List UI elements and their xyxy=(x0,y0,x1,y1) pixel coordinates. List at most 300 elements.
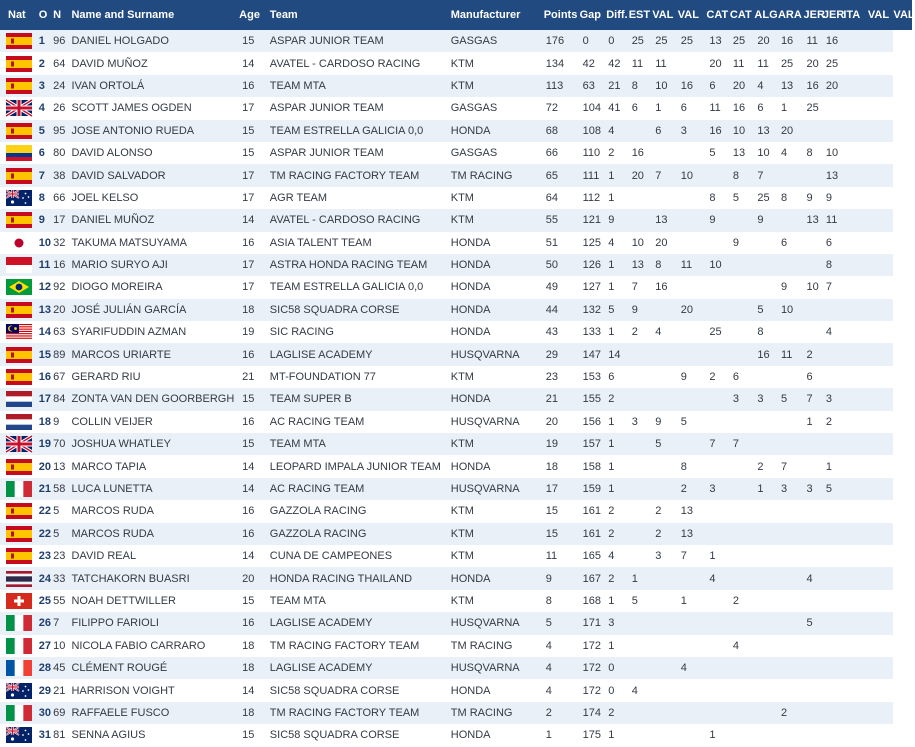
gap-cell: 172 xyxy=(582,684,601,697)
diff-cell: 0 xyxy=(608,684,615,697)
round-jer-2-points xyxy=(823,343,843,365)
round-cat-1-points xyxy=(706,500,730,522)
round-cat-2-points xyxy=(730,567,755,589)
round-ita-points xyxy=(843,366,868,388)
round-val-3-points xyxy=(868,366,894,388)
spain-flag-icon xyxy=(6,168,32,184)
round-jer-2-points: 2 xyxy=(825,415,833,428)
age-cell: 16 xyxy=(242,415,255,428)
table-row[interactable] xyxy=(0,702,912,724)
nationality-cell xyxy=(0,545,35,567)
round-cat-2-points xyxy=(730,523,755,545)
rider-name-cell: LUCA LUNETTA xyxy=(71,483,153,495)
round-alg-points: 1 xyxy=(757,483,764,495)
round-ara-points: 4 xyxy=(780,147,788,160)
diff-cell: 1 xyxy=(608,326,615,339)
rider-name-cell: DANIEL HOLGADO xyxy=(71,35,169,48)
age-cell: 17 xyxy=(242,281,255,294)
points-cell: 29 xyxy=(545,348,558,361)
col-ita[interactable]: ITA xyxy=(843,9,861,21)
rider-number-cell: 32 xyxy=(53,236,66,249)
manufacturer-cell: HONDA xyxy=(450,729,491,742)
diff-cell: 1 xyxy=(608,438,615,451)
round-ita-points xyxy=(843,635,868,657)
rider-number-cell: 58 xyxy=(53,483,66,495)
col-number[interactable]: N xyxy=(53,9,62,21)
round-val-3-points xyxy=(868,567,894,589)
round-cat-1-points: 13 xyxy=(709,35,722,48)
round-cat-2-points xyxy=(730,545,755,567)
round-val-2-points xyxy=(678,343,707,365)
table-row[interactable] xyxy=(0,75,912,97)
round-val-2-points xyxy=(678,232,707,254)
diff-cell: 1 xyxy=(608,415,615,428)
diff-cell: 1 xyxy=(608,639,615,652)
round-ara-points xyxy=(778,433,804,455)
col-team[interactable]: Team xyxy=(269,9,298,21)
manufacturer-cell: HONDA xyxy=(450,684,491,697)
round-val-3-points xyxy=(868,142,894,164)
round-val-3-points xyxy=(868,657,894,679)
round-val-1-points xyxy=(652,679,678,701)
table-row[interactable] xyxy=(0,164,912,186)
manufacturer-cell: HUSQVARNA xyxy=(450,483,520,495)
round-val-2-points: 2 xyxy=(680,483,687,495)
age-cell: 17 xyxy=(242,169,255,182)
nationality-cell xyxy=(0,567,35,589)
position-cell: 28 xyxy=(38,662,51,675)
rider-number-cell: 64 xyxy=(53,57,66,70)
gap-cell: 153 xyxy=(582,371,601,384)
rider-number-cell: 38 xyxy=(53,169,66,182)
team-cell: AVATEL - CARDOSO RACING xyxy=(269,214,421,227)
col-name[interactable]: Name and Surname xyxy=(71,9,175,21)
round-alg-points: 6 xyxy=(757,102,764,115)
manufacturer-cell: HUSQVARNA xyxy=(450,415,520,428)
round-val-2-points: 8 xyxy=(680,460,687,473)
table-row[interactable] xyxy=(0,545,912,567)
table-row[interactable] xyxy=(0,254,912,276)
round-jer-2-points xyxy=(823,702,843,724)
table-row[interactable] xyxy=(0,52,912,74)
manufacturer-cell: HONDA xyxy=(450,572,491,585)
round-jer-1-points xyxy=(803,299,822,321)
diff-cell: 1 xyxy=(608,483,615,495)
team-cell: ASIA TALENT TEAM xyxy=(269,236,372,249)
nationality-cell xyxy=(0,388,35,410)
manufacturer-cell: HONDA xyxy=(450,124,491,137)
rider-number-cell: 96 xyxy=(53,35,66,48)
round-alg-points: 13 xyxy=(757,124,770,137)
round-val-3-points xyxy=(868,52,894,74)
nationality-cell xyxy=(0,612,35,634)
round-val-3-points xyxy=(868,635,894,657)
col-diff[interactable]: Diff. xyxy=(606,9,628,21)
nationality-cell xyxy=(0,299,35,321)
round-est-points xyxy=(629,388,653,410)
round-alg-points xyxy=(754,411,778,433)
col-gap[interactable]: Gap xyxy=(579,9,602,21)
round-cat-2-points: 3 xyxy=(732,393,740,406)
round-alg-points xyxy=(754,635,778,657)
rider-name-cell: MARCO TAPIA xyxy=(71,460,147,473)
round-cat-2-points: 13 xyxy=(732,147,746,160)
round-cat-1-points: 2 xyxy=(709,371,716,384)
points-cell: 44 xyxy=(545,303,558,316)
points-cell: 113 xyxy=(545,79,564,92)
spain-flag-icon xyxy=(6,503,32,519)
round-jer-2-points: 7 xyxy=(825,281,833,294)
points-cell: 20 xyxy=(545,415,558,428)
table-row[interactable] xyxy=(0,30,912,52)
position-cell: 22 xyxy=(38,527,51,540)
table-row[interactable] xyxy=(0,411,912,433)
rider-number-cell: 84 xyxy=(53,393,66,406)
points-cell: 17 xyxy=(545,483,558,495)
round-cat-2-points xyxy=(730,276,755,298)
round-cat-2-points: 10 xyxy=(732,124,746,137)
table-row[interactable] xyxy=(0,567,912,589)
col-val-3[interactable]: VAL xyxy=(867,9,890,21)
nationality-cell xyxy=(0,523,35,545)
round-est-points: 11 xyxy=(631,57,644,70)
round-val-1-points xyxy=(652,657,678,679)
round-val-1-points: 2 xyxy=(655,505,662,518)
table-row[interactable] xyxy=(0,635,912,657)
round-val-2-points: 13 xyxy=(680,505,693,518)
nationality-cell xyxy=(0,276,35,298)
team-cell: ASPAR JUNIOR TEAM xyxy=(269,35,384,48)
round-ara-points xyxy=(778,545,804,567)
manufacturer-cell: KTM xyxy=(450,79,474,92)
age-cell: 15 xyxy=(242,124,255,137)
team-cell: TM RACING FACTORY TEAM xyxy=(269,169,420,182)
indonesia-flag-icon xyxy=(6,257,32,273)
round-alg-points: 4 xyxy=(757,79,764,92)
round-ara-points xyxy=(778,209,804,231)
table-row[interactable] xyxy=(0,724,912,746)
round-cat-2-points xyxy=(730,299,755,321)
round-val-2-points xyxy=(678,635,707,657)
round-ara-points xyxy=(778,724,804,746)
table-row[interactable] xyxy=(0,433,912,455)
col-est[interactable]: EST xyxy=(628,9,651,21)
team-cell: SIC RACING xyxy=(269,326,334,339)
diff-cell: 2 xyxy=(608,527,615,540)
round-cat-2-points xyxy=(730,702,755,724)
round-est-points xyxy=(629,702,653,724)
round-jer-1-points: 20 xyxy=(806,57,819,70)
table-row[interactable] xyxy=(0,142,912,164)
position-cell: 5 xyxy=(38,124,45,137)
round-jer-2-points: 3 xyxy=(825,393,833,406)
gap-cell: 172 xyxy=(582,639,601,652)
team-cell: MT-FOUNDATION 77 xyxy=(269,371,376,384)
position-cell: 13 xyxy=(38,303,51,316)
round-cat-1-points: 11 xyxy=(709,102,721,115)
round-val-2-points: 10 xyxy=(680,169,693,182)
gap-cell: 126 xyxy=(582,259,601,272)
points-cell: 51 xyxy=(545,236,558,249)
table-row[interactable] xyxy=(0,478,912,500)
round-cat-2-points: 6 xyxy=(732,371,740,384)
spain-flag-icon xyxy=(6,33,32,49)
round-ita-points xyxy=(843,254,868,276)
nationality-cell xyxy=(0,702,35,724)
round-alg-points xyxy=(754,545,778,567)
age-cell: 14 xyxy=(242,684,255,697)
round-ara-points xyxy=(778,612,804,634)
age-cell: 15 xyxy=(242,147,255,160)
diff-cell: 2 xyxy=(608,572,615,585)
italy-flag-icon xyxy=(6,615,32,631)
nationality-cell xyxy=(0,635,35,657)
rider-number-cell: 26 xyxy=(53,102,66,115)
round-cat-2-points xyxy=(730,411,755,433)
team-cell: CUNA DE CAMPEONES xyxy=(269,550,393,563)
manufacturer-cell: KTM xyxy=(450,57,474,70)
diff-cell: 41 xyxy=(608,102,621,115)
points-cell: 11 xyxy=(545,550,558,563)
round-jer-2-points xyxy=(823,97,843,119)
round-jer-1-points xyxy=(803,702,822,724)
round-cat-1-points: 20 xyxy=(709,57,722,70)
age-cell: 16 xyxy=(242,505,255,518)
points-cell: 18 xyxy=(545,460,558,473)
round-ara-points: 6 xyxy=(780,236,788,249)
col-ara[interactable]: ARA xyxy=(777,9,802,21)
rider-number-cell: 45 xyxy=(53,662,66,675)
round-jer-2-points: 6 xyxy=(825,236,833,249)
round-ita-points xyxy=(843,567,868,589)
table-row[interactable] xyxy=(0,590,912,612)
round-val-3-points xyxy=(868,433,894,455)
round-val-1-points: 11 xyxy=(655,57,667,70)
round-val-3-points xyxy=(868,388,894,410)
nationality-cell xyxy=(0,679,35,701)
table-row[interactable] xyxy=(0,366,912,388)
round-jer-2-points xyxy=(823,545,843,567)
col-jer-2[interactable]: JER xyxy=(822,9,845,21)
table-row[interactable] xyxy=(0,299,912,321)
spain-flag-icon xyxy=(6,78,32,94)
team-cell: SIC58 SQUADRA CORSE xyxy=(269,729,400,742)
gap-cell: 159 xyxy=(582,483,601,495)
diff-cell: 4 xyxy=(608,124,615,137)
points-cell: 65 xyxy=(545,169,558,182)
position-cell: 10 xyxy=(38,236,51,249)
team-cell: ASPAR JUNIOR TEAM xyxy=(269,102,384,115)
col-age[interactable]: Age xyxy=(239,9,260,21)
round-ara-points xyxy=(778,164,804,186)
round-alg-points: 3 xyxy=(757,393,764,406)
table-row[interactable] xyxy=(0,523,912,545)
rider-number-cell: 92 xyxy=(53,281,66,294)
position-cell: 17 xyxy=(38,393,51,406)
round-val-1-points xyxy=(652,142,678,164)
round-val-2-points: 1 xyxy=(680,594,687,607)
table-row[interactable] xyxy=(0,343,912,365)
manufacturer-cell: KTM xyxy=(450,438,474,451)
round-val-3-points xyxy=(868,120,894,142)
nationality-cell xyxy=(0,366,35,388)
round-val-3-points xyxy=(868,343,894,365)
table-row[interactable] xyxy=(0,612,912,634)
round-val-1-points: 9 xyxy=(655,415,662,428)
round-ita-points xyxy=(843,142,868,164)
points-cell: 15 xyxy=(545,527,558,540)
points-cell: 5 xyxy=(545,617,552,630)
table-row[interactable] xyxy=(0,388,912,410)
col-position[interactable]: O xyxy=(38,9,48,21)
round-ara-points xyxy=(778,321,804,343)
round-ita-points xyxy=(843,187,868,209)
points-cell: 50 xyxy=(545,259,558,272)
round-est-points: 9 xyxy=(631,303,638,316)
table-row[interactable] xyxy=(0,120,912,142)
table-row[interactable] xyxy=(0,679,912,701)
rider-number-cell: 16 xyxy=(53,259,66,272)
round-cat-1-points xyxy=(706,343,730,365)
position-cell: 24 xyxy=(38,572,51,585)
round-ita-points xyxy=(843,30,868,52)
round-cat-1-points xyxy=(706,411,730,433)
manufacturer-cell: HONDA xyxy=(450,281,491,294)
round-val-1-points: 20 xyxy=(655,236,668,249)
rider-number-cell: 10 xyxy=(53,639,66,652)
age-cell: 16 xyxy=(242,79,255,92)
round-alg-points xyxy=(754,500,778,522)
uk-flag-icon xyxy=(6,100,32,116)
round-ara-points xyxy=(778,657,804,679)
col-cat-2[interactable]: CAT xyxy=(729,9,752,21)
round-ara-points: 1 xyxy=(780,102,788,115)
gap-cell: 42 xyxy=(582,57,595,70)
spain-flag-icon xyxy=(6,212,32,228)
table-row[interactable] xyxy=(0,187,912,209)
round-jer-1-points: 3 xyxy=(806,483,813,495)
table-row[interactable] xyxy=(0,321,912,343)
round-ita-points xyxy=(843,232,868,254)
position-cell: 25 xyxy=(38,594,51,607)
diff-cell: 1 xyxy=(608,169,615,182)
col-val-4[interactable]: VAL xyxy=(893,9,915,21)
table-row[interactable] xyxy=(0,232,912,254)
table-row[interactable] xyxy=(0,276,912,298)
round-val-2-points: 5 xyxy=(680,415,687,428)
round-jer-2-points: 25 xyxy=(825,57,839,70)
netherlands-flag-icon xyxy=(6,414,32,430)
malaysia-flag-icon xyxy=(6,324,32,340)
round-val-2-points xyxy=(678,209,707,231)
table-row[interactable] xyxy=(0,657,912,679)
round-cat-2-points xyxy=(730,209,755,231)
round-ita-points xyxy=(843,724,868,746)
round-jer-2-points: 13 xyxy=(825,169,839,182)
round-cat-1-points xyxy=(706,388,730,410)
table-row[interactable] xyxy=(0,500,912,522)
table-row[interactable] xyxy=(0,455,912,477)
points-cell: 72 xyxy=(545,102,558,115)
round-cat-2-points: 25 xyxy=(732,35,746,48)
team-cell: TEAM MTA xyxy=(269,438,326,451)
col-points[interactable]: Points xyxy=(543,9,578,21)
round-val-2-points: 20 xyxy=(680,303,693,316)
gap-cell: 132 xyxy=(582,303,601,316)
table-row[interactable] xyxy=(0,209,912,231)
points-cell: 2 xyxy=(545,706,552,719)
position-cell: 6 xyxy=(38,147,45,160)
australia-flag-icon xyxy=(6,727,32,743)
col-jer-1[interactable]: JER xyxy=(803,9,825,21)
round-alg-points xyxy=(754,254,778,276)
round-val-1-points: 16 xyxy=(655,281,668,294)
col-alg[interactable]: ALG xyxy=(754,9,778,21)
table-row[interactable] xyxy=(0,97,912,119)
manufacturer-cell: KTM xyxy=(450,527,474,540)
rider-name-cell: DAVID SALVADOR xyxy=(71,169,166,182)
position-cell: 1 xyxy=(38,35,45,48)
round-jer-1-points xyxy=(803,590,822,612)
round-jer-2-points xyxy=(823,679,843,701)
rider-number-cell: 70 xyxy=(53,438,66,451)
col-nat[interactable]: Nat xyxy=(8,9,26,21)
team-cell: TM RACING FACTORY TEAM xyxy=(269,706,420,719)
round-alg-points xyxy=(754,433,778,455)
diff-cell: 1 xyxy=(608,281,615,294)
col-manufacturer[interactable]: Manufacturer xyxy=(450,9,521,21)
round-ita-points xyxy=(843,590,868,612)
rider-number-cell: 69 xyxy=(53,706,66,719)
gap-cell: 168 xyxy=(582,594,601,607)
manufacturer-cell: HUSQVARNA xyxy=(450,662,520,675)
round-jer-2-points: 20 xyxy=(825,79,839,92)
rider-number-cell: 13 xyxy=(53,460,66,473)
round-ita-points xyxy=(843,343,868,365)
spain-flag-icon xyxy=(6,369,32,385)
age-cell: 15 xyxy=(242,35,255,48)
team-cell: AVATEL - CARDOSO RACING xyxy=(269,57,421,70)
nationality-cell xyxy=(0,657,35,679)
gap-cell: 158 xyxy=(582,460,601,473)
col-val-1[interactable]: VAL xyxy=(652,9,674,21)
diff-cell: 1 xyxy=(608,460,615,473)
manufacturer-cell: KTM xyxy=(450,505,474,518)
round-cat-1-points: 1 xyxy=(709,729,716,742)
col-cat-1[interactable]: CAT xyxy=(706,9,729,21)
round-val-1-points: 8 xyxy=(655,259,662,272)
round-alg-points xyxy=(754,523,778,545)
rider-name-cell: SENNA AGIUS xyxy=(71,729,146,742)
round-cat-1-points xyxy=(706,164,730,186)
round-ita-points xyxy=(843,523,868,545)
round-alg-points: 10 xyxy=(757,147,770,160)
round-jer-1-points xyxy=(803,164,822,186)
gap-cell: 165 xyxy=(582,550,601,563)
round-cat-1-points: 10 xyxy=(709,259,722,272)
diff-cell: 42 xyxy=(608,57,621,70)
australia-flag-icon xyxy=(6,683,32,699)
round-jer-2-points xyxy=(823,523,843,545)
diff-cell: 2 xyxy=(608,393,615,406)
col-val-2[interactable]: VAL xyxy=(677,9,699,21)
round-alg-points: 16 xyxy=(757,348,770,361)
round-val-3-points xyxy=(868,523,894,545)
round-est-points xyxy=(629,612,653,634)
round-val-3-points xyxy=(868,702,894,724)
round-val-2-points: 4 xyxy=(680,662,687,675)
rider-name-cell: COLLIN VEIJER xyxy=(71,415,153,428)
